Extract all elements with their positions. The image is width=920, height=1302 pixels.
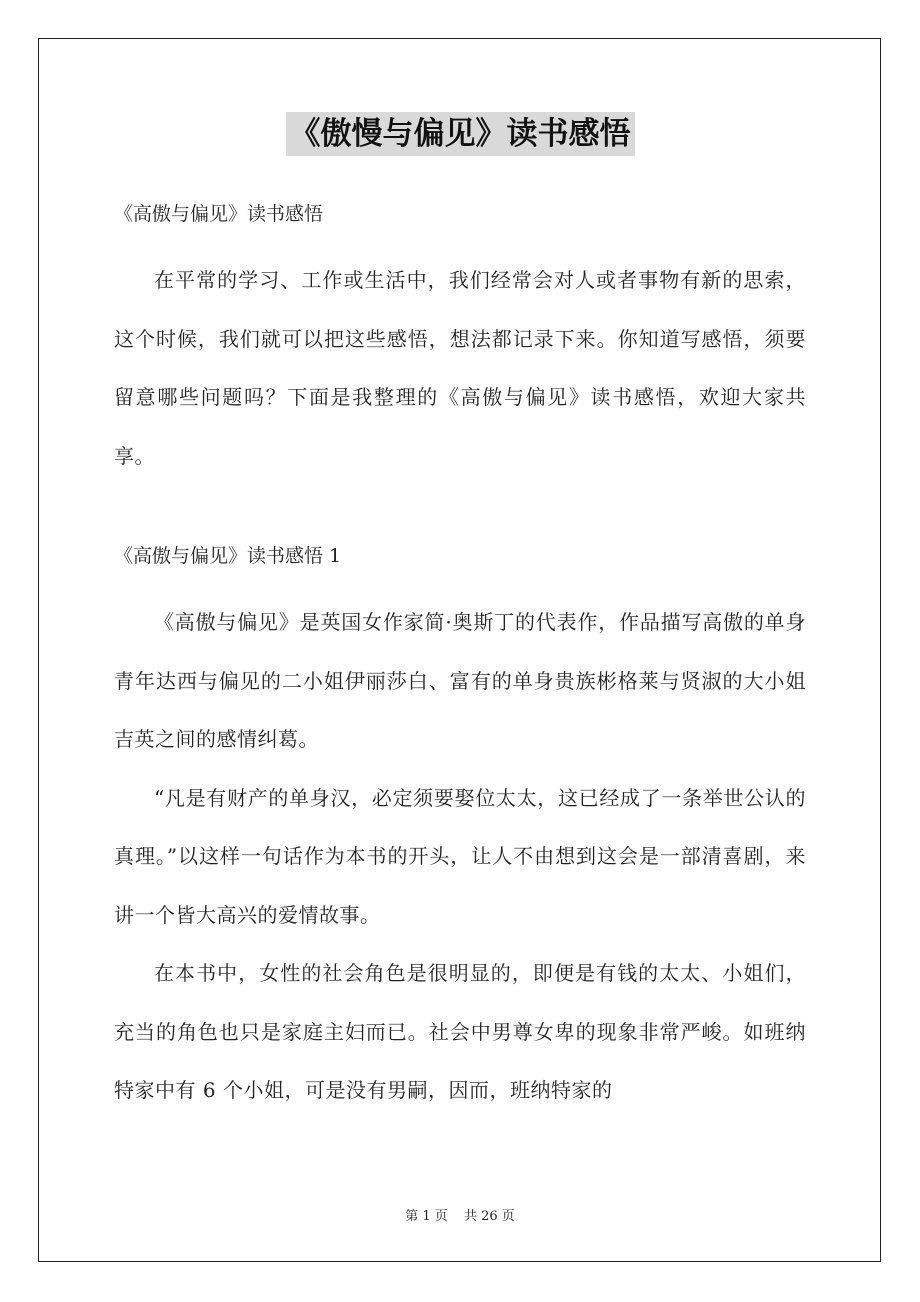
spacer [114, 238, 806, 251]
document-title: 《傲慢与偏见》读书感悟 [286, 112, 635, 156]
page-number: 第 1 页 [405, 1209, 448, 1224]
body-paragraph: “凡是有财产的单身汉，必定须要娶位太太，这已经成了一条举世公认的真理。”以这样一句话作为本书的开头，让人不由想到这会是一部清喜剧，来讲一个皆大高兴的爱情故事。 [114, 785, 806, 927]
spacer [114, 580, 806, 593]
spacer [114, 485, 806, 532]
page-footer [0, 1205, 920, 1224]
intro-paragraph: 在平常的学习、工作或生活中，我们经常会对人或者事物有新的思索，这个时候，我们就可以把这些感悟，想法都记录下来。你知道写感悟，须要留意哪些问题吗？下面是我整理的《高傲与偏见》读书感悟，欢迎大家共享。 [114, 268, 806, 468]
body-paragraph: 《高傲与偏见》是英国女作家简·奥斯丁的代表作，作品描写高傲的单身青年达西与偏见的二小姐伊丽莎白、富有的单身贵族彬格莱与贤淑的大小姐吉英之间的感情纠葛。 [114, 610, 806, 751]
document-subtitle: 《高傲与偏见》读书感悟 [114, 203, 324, 225]
title-container [0, 112, 920, 156]
document-body [114, 190, 806, 1120]
body-paragraph: 在本书中，女性的社会角色是很明显的，即便是有钱的太太、小姐们，充当的角色也只是家庭主妇而已。社会中男尊女卑的现象非常严峻。如班纳特家中有 6 个小姐，可是没有男嗣，因而，班纳特家的 [114, 961, 806, 1102]
section-heading: 《高傲与偏见》读书感悟 1 [114, 545, 342, 567]
page-total: 共 26 页 [463, 1209, 515, 1224]
